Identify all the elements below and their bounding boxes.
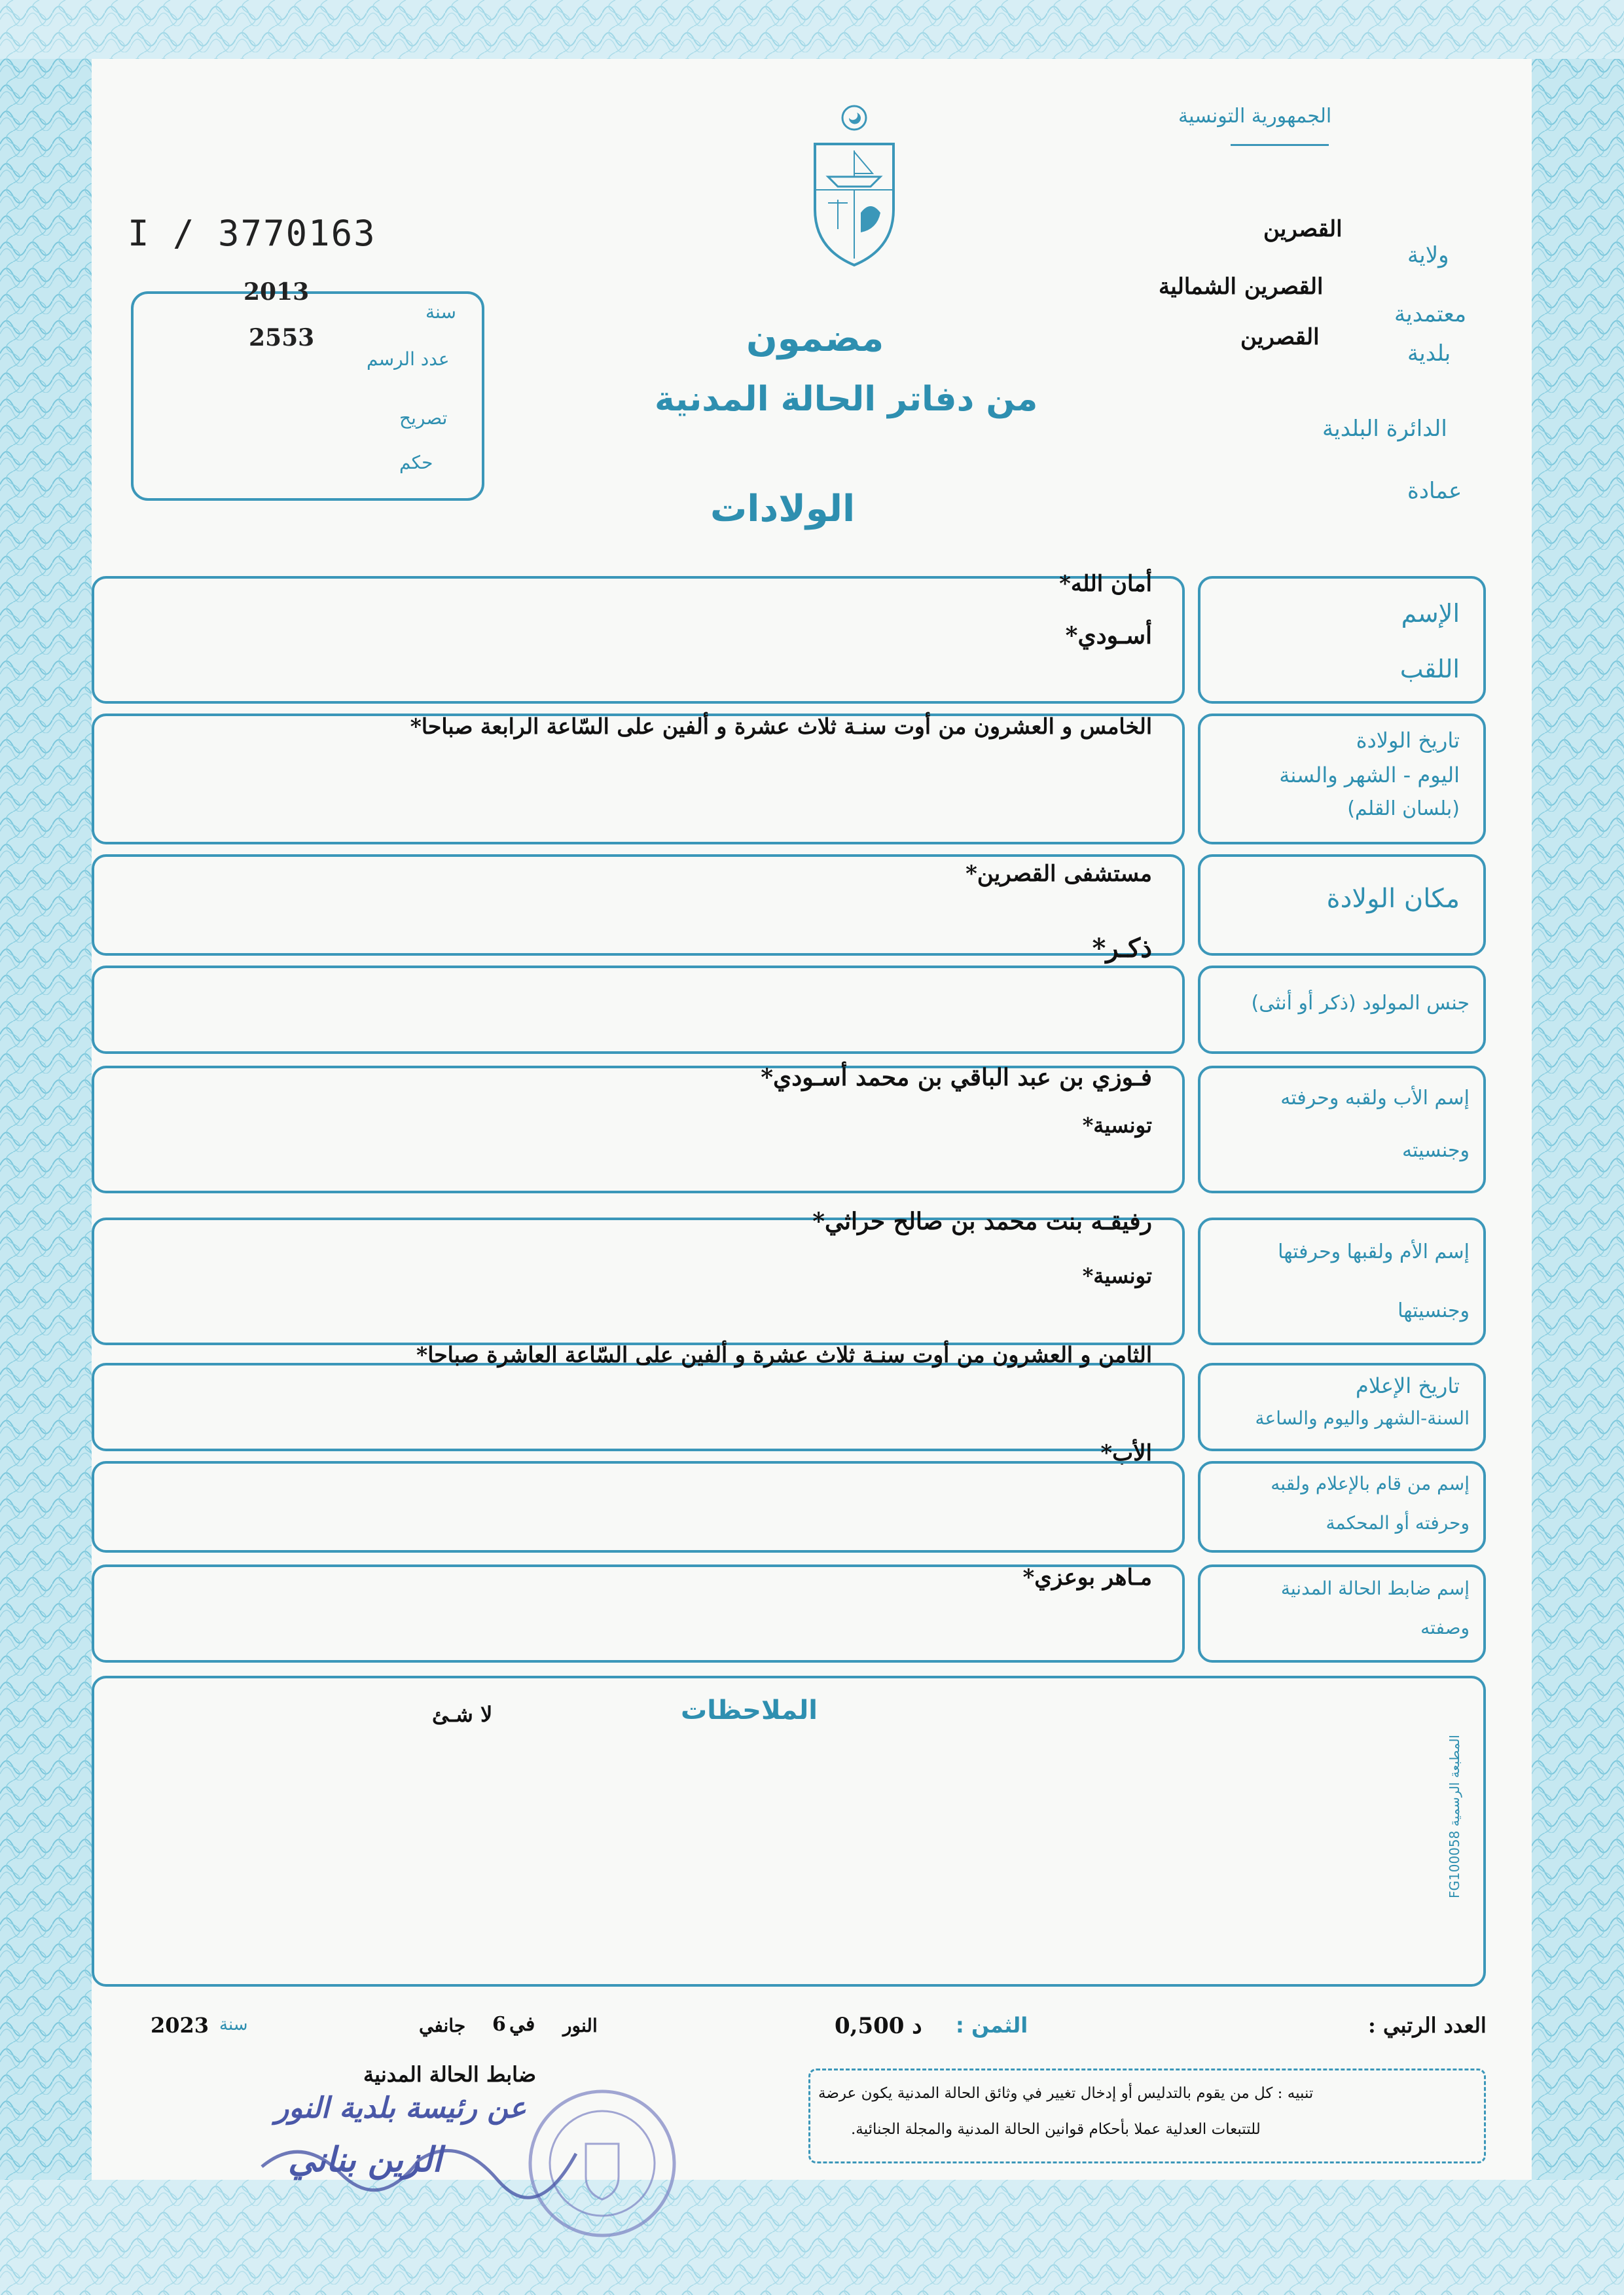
father-label: إسم الأب ولقبه وحرفته [1280,1087,1470,1110]
first-name-value: أمان الله* [1059,571,1152,597]
municipality-value: القصرين [1240,324,1320,350]
birth-date-value: الخامس و العشرون من أوت سنـة ثلاث عشرة و ألفين على السّاعة الرابعة صباحا* [410,714,1152,739]
officer-label-sub: وصفته [1420,1617,1470,1638]
district-label: الدائرة البلدية [1322,416,1447,442]
officer-value: مـاهر بوعزي* [1022,1564,1152,1591]
handwritten-signature-icon [249,2121,589,2199]
declarant-value: الأب* [1100,1440,1152,1466]
serial-number-label: العدد الرتبي : [1368,2013,1487,2038]
declarant-label-sub: وحرفته أو المحكمة [1326,1512,1470,1534]
mother-name-value: رفيقـه بنت محمد بن صالح حراثي* [812,1208,1152,1235]
officer-sub: عن رئيسة بلدية النور [275,2091,526,2125]
footer-year-label: سنة [219,2015,248,2034]
declaration-date-label: تاريخ الإعلام [1356,1373,1460,1398]
birth-date-sub-label: اليوم - الشهر والسنة [1279,763,1460,787]
name-label-box [1198,576,1486,704]
printer-mark: المطبعة الرسمية FG100058 [1447,1735,1462,1898]
father-name-value: فـوزي بن عبد الباقي بن محمد أسـودي* [761,1064,1152,1091]
father-label-nationality: وجنسيته [1401,1139,1470,1162]
birth-date-note-label: (بلسان القلم) [1347,797,1460,820]
remarks-label: الملاحظات [681,1695,818,1726]
delegation-label: معتمدية [1394,301,1467,327]
delegation-value: القصرين الشمالية [1159,274,1324,300]
warning-box [808,2069,1486,2163]
title-line2: من دفاتر الحالة المدنية [655,380,1038,419]
republic-underline [1231,144,1329,146]
republic-label: الجمهورية التونسية [1178,105,1332,128]
security-border-top [0,0,1624,59]
declarant-value-box [92,1461,1185,1553]
declaration-date-value-box [92,1363,1185,1451]
officer-title: ضابط الحالة المدنية [363,2062,537,2087]
title-line1: مضمون [746,317,884,360]
serial-number: I / 3770163 [128,213,376,254]
mother-label: إسم الأم ولقبها وحرفتها [1278,1240,1470,1263]
warning-line2: للتتبعات العدلية عملا بأحكام قوانين الحالة المدنية والمجلة الجنائية. [851,2121,1261,2138]
father-label-box [1198,1066,1486,1193]
birth-place-value: مستشفى القصرين* [965,861,1152,887]
imada-label: عمادة [1407,478,1462,504]
registry-judgment-label: حكم [399,452,433,473]
sex-value-box [92,966,1185,1054]
registry-number-value: 2553 [249,324,315,352]
mother-label-nationality: وجنسيتها [1398,1299,1470,1322]
footer-date-prefix: في [509,2013,535,2036]
sex-label: جنس المولود (ذكر أو أنثى) [1251,992,1470,1015]
section-title: الولادات [710,488,856,530]
father-nationality-value: تونسية* [1082,1113,1152,1138]
price-label: الثمن : [956,2013,1028,2038]
security-border-bottom [0,2180,1624,2295]
registry-number-label: عدد الرسم [367,348,450,370]
officer-name: الزين بناني [288,2141,442,2180]
footer-year-value: 2023 [151,2013,209,2038]
registry-year-label: سنة [425,301,456,323]
registry-declaration-label: تصريح [399,407,448,429]
last-name-value: أسـودي* [1065,622,1152,649]
tunisia-coat-of-arms-icon [802,98,907,268]
officer-label: إسم ضابط الحالة المدنية [1280,1578,1470,1599]
declarant-label: إسم من قام بالإعلام ولقبه [1271,1473,1470,1494]
mother-label-box [1198,1218,1486,1345]
registry-year-value: 2013 [244,278,310,306]
warning-line1: تنبيه : كل من يقوم بالتدليس أو إدخال تغيير في وثائق الحالة المدنية يكون عرضة [818,2085,1314,2102]
first-name-label: الإسم [1401,599,1460,628]
birth-place-label: مكان الولادة [1326,884,1460,914]
price-value: 0,500 د [835,2013,922,2039]
declaration-date-sub-label: السنة-الشهر واليوم والساعة [1255,1407,1470,1429]
wilaya-label: ولاية [1407,242,1449,268]
last-name-label: اللقب [1399,655,1460,683]
wilaya-value: القصرين [1263,216,1343,242]
declaration-date-value: الثامن و العشرون من أوت سنـة ثلاث عشرة و ألفين على السّاعة العاشرة صباحا* [416,1342,1152,1367]
municipality-label: بلدية [1407,340,1451,367]
mother-nationality-value: تونسية* [1082,1263,1152,1288]
remarks-value: لا شـئ [432,1702,493,1727]
footer-place: النور [563,2015,598,2036]
footer-day: 6 [492,2013,506,2036]
security-border-right [1532,0,1624,2295]
footer-month: جانفي [419,2015,466,2036]
sex-value: ذكـر* [1092,933,1152,964]
birth-date-label: تاريخ الولادة [1356,728,1460,753]
security-border-left [0,0,92,2295]
